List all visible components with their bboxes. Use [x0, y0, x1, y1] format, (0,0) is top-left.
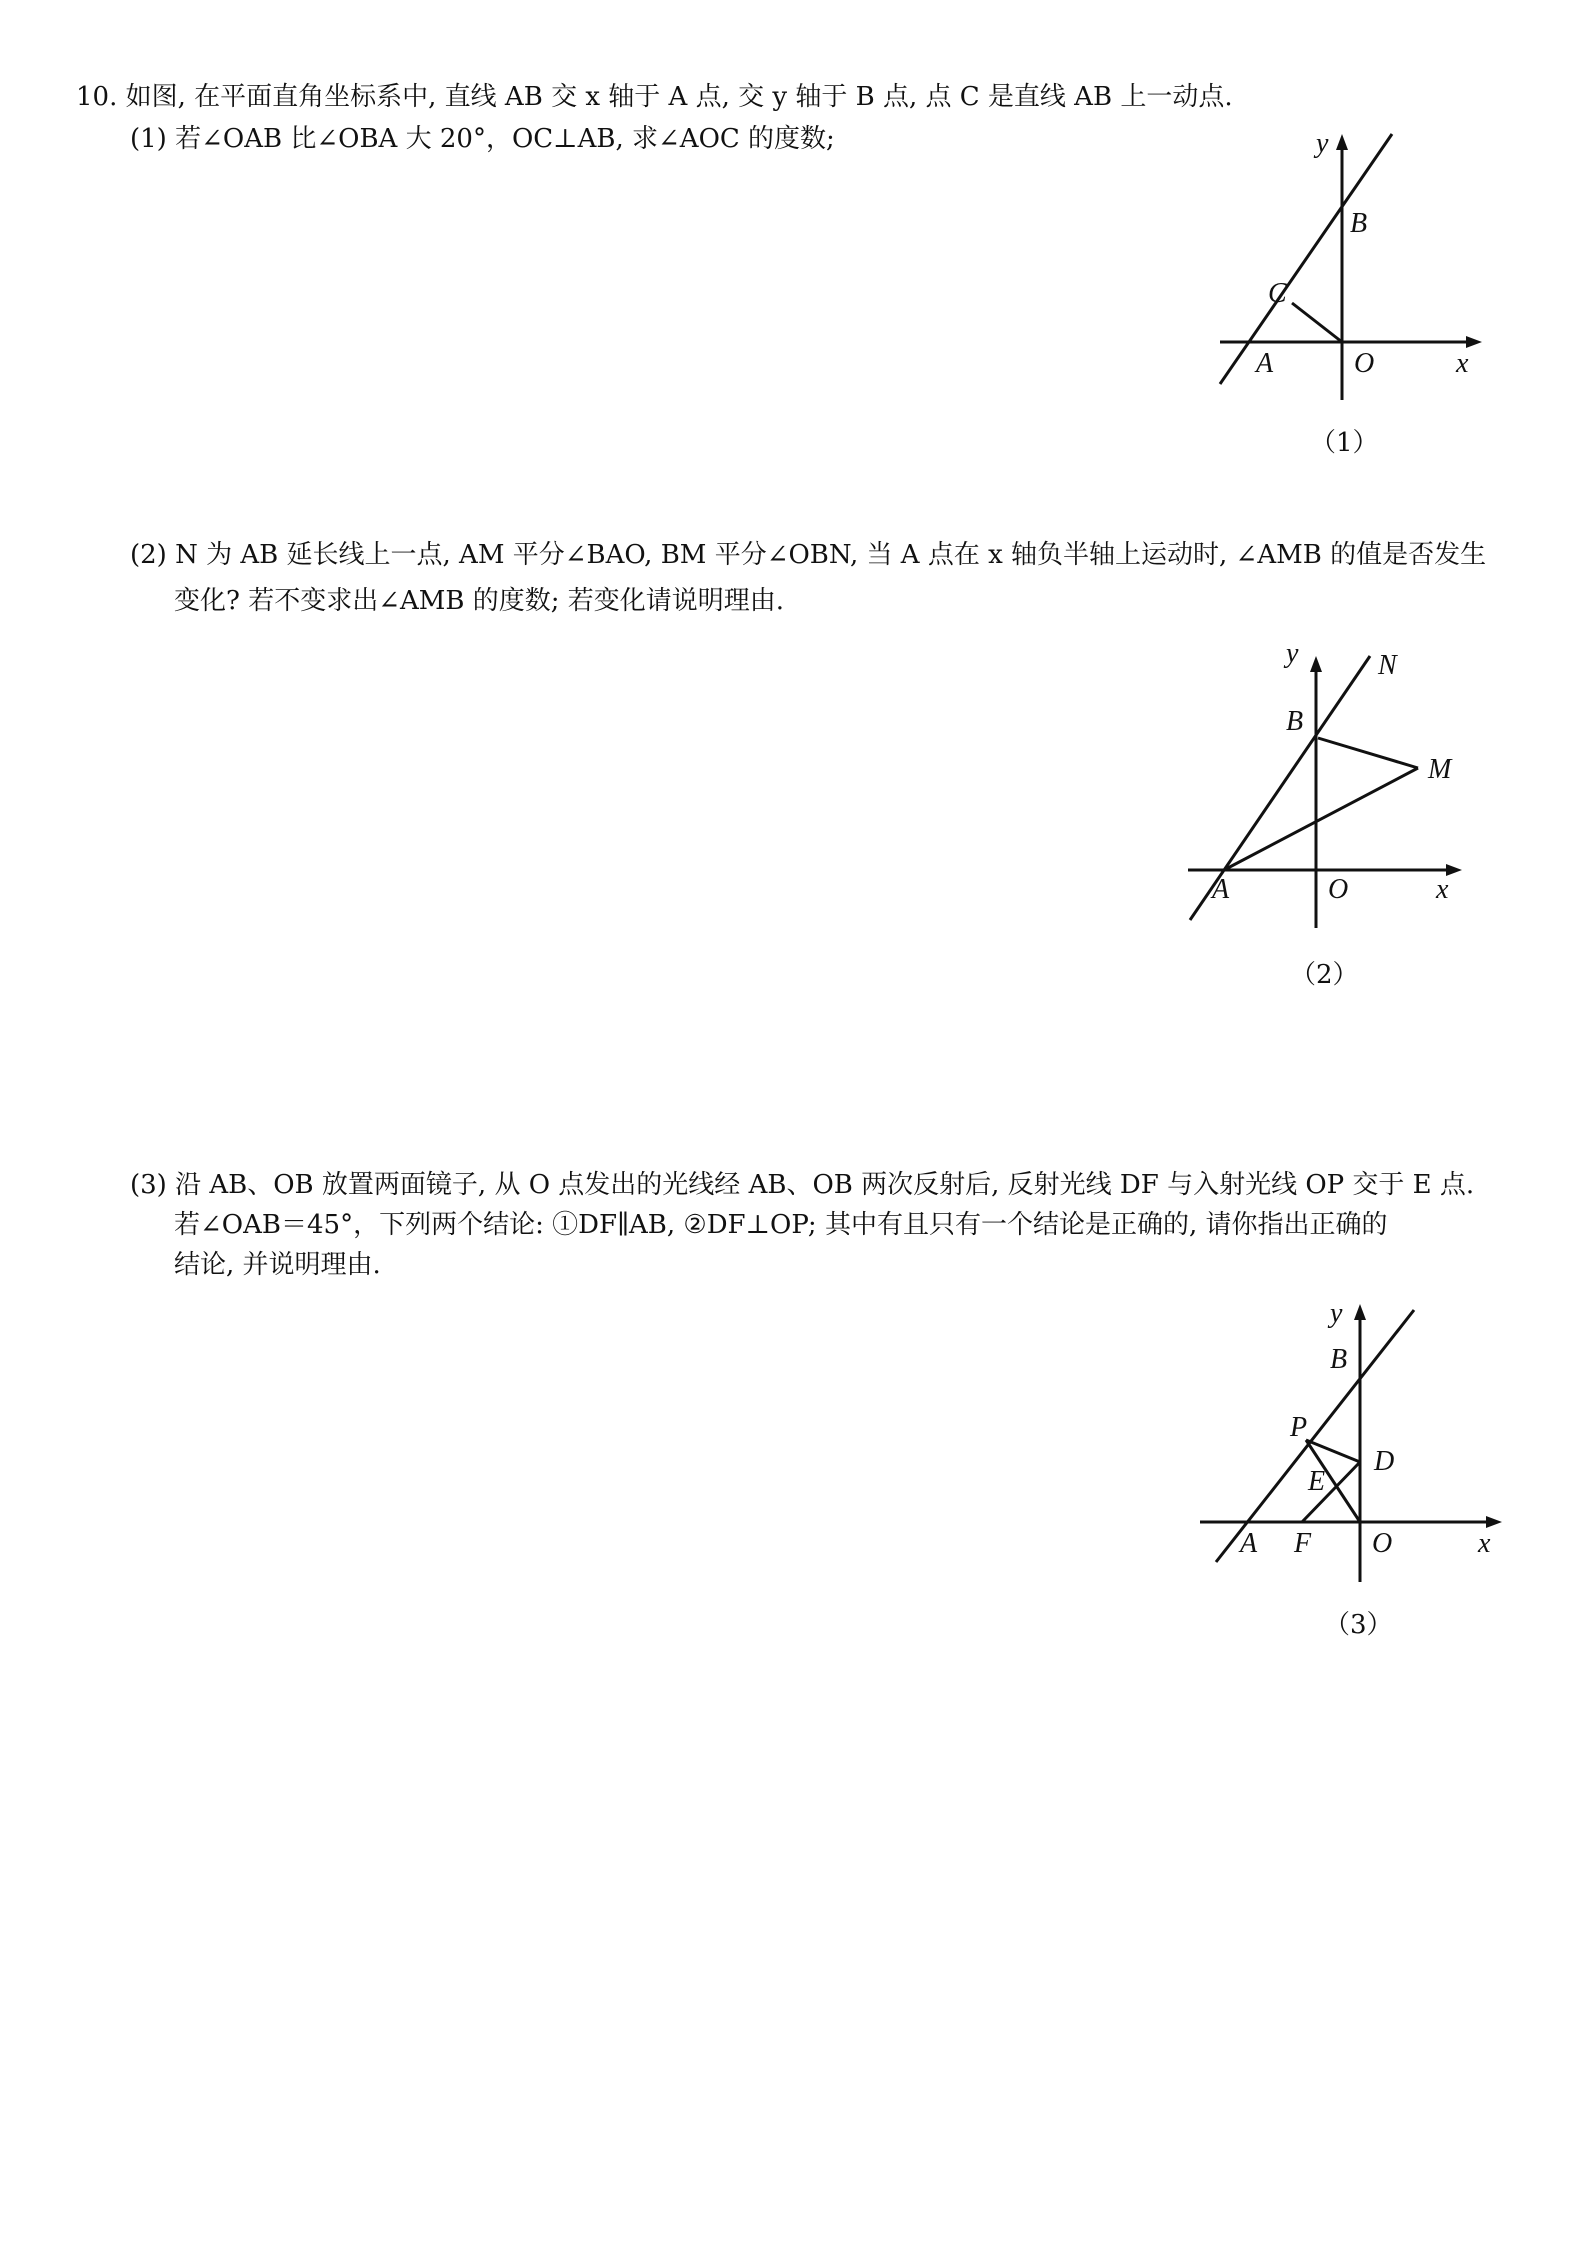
figure-1-diagram	[1210, 130, 1490, 420]
label-p: P	[1290, 1412, 1308, 1443]
label-o: O	[1328, 874, 1349, 905]
figure-1-caption: （1）	[1310, 428, 1379, 458]
part3-text-line2: 若∠OAB＝45°，下列两个结论: ①DF∥AB, ②DF⊥OP; 其中有且只有一个结论是正确的, 请你指出正确的	[174, 1210, 1388, 1240]
part2-text-line2: 变化? 若不变求出∠AMB 的度数; 若变化请说明理由.	[174, 586, 785, 616]
line-ab	[1216, 1310, 1414, 1562]
figure-2-caption: （2）	[1290, 960, 1359, 990]
label-x: x	[1436, 874, 1449, 905]
label-a: A	[1212, 874, 1230, 905]
label-a: A	[1240, 1528, 1258, 1559]
problem-stem: 10. 如图, 在平面直角坐标系中, 直线 AB 交 x 轴于 A 点, 交 y 轴于 B 点, 点 C 是直线 AB 上一动点.	[76, 82, 1233, 112]
x-axis-arrow-icon	[1486, 1516, 1502, 1528]
label-f: F	[1294, 1528, 1312, 1559]
part3-text-line1: (3) 沿 AB、OB 放置两面镜子, 从 O 点发出的光线经 AB、OB 两次反射后, 反射光线 DF 与入射光线 OP 交于 E 点.	[130, 1170, 1475, 1200]
label-a: A	[1256, 348, 1274, 379]
figure-2	[1180, 640, 1500, 940]
label-d: D	[1374, 1446, 1395, 1477]
label-b: B	[1286, 706, 1304, 737]
segment-am	[1224, 768, 1418, 870]
figure-3-diagram	[1196, 1290, 1516, 1600]
label-x: x	[1456, 348, 1469, 379]
x-axis-arrow-icon	[1466, 336, 1482, 348]
label-x: x	[1478, 1528, 1491, 1559]
label-e: E	[1308, 1466, 1326, 1497]
label-y: y	[1316, 128, 1329, 159]
figure-2-diagram	[1180, 640, 1500, 940]
line-ab	[1220, 134, 1392, 384]
label-o: O	[1354, 348, 1375, 379]
label-b: B	[1330, 1344, 1348, 1375]
segment-bm	[1318, 738, 1418, 768]
label-n: N	[1378, 650, 1397, 681]
segment-oc	[1292, 303, 1342, 342]
label-b: B	[1350, 208, 1368, 239]
label-y: y	[1330, 1298, 1343, 1329]
label-m: M	[1428, 754, 1452, 785]
figure-3-caption: （3）	[1324, 1610, 1393, 1640]
figure-1	[1210, 130, 1490, 420]
label-y: y	[1286, 638, 1299, 669]
label-o: O	[1372, 1528, 1393, 1559]
part1-text: (1) 若∠OAB 比∠OBA 大 20°，OC⊥AB, 求∠AOC 的度数;	[130, 124, 835, 154]
y-axis-arrow-icon	[1310, 656, 1322, 672]
label-c: C	[1268, 278, 1287, 309]
figure-3	[1196, 1290, 1516, 1600]
part3-text-line3: 结论, 并说明理由.	[174, 1250, 381, 1280]
y-axis-arrow-icon	[1336, 134, 1348, 150]
part2-text-line1: (2) N 为 AB 延长线上一点, AM 平分∠BAO, BM 平分∠OBN, 当 A 点在 x 轴负半轴上运动时, ∠AMB 的值是否发生	[130, 540, 1487, 570]
y-axis-arrow-icon	[1354, 1304, 1366, 1320]
